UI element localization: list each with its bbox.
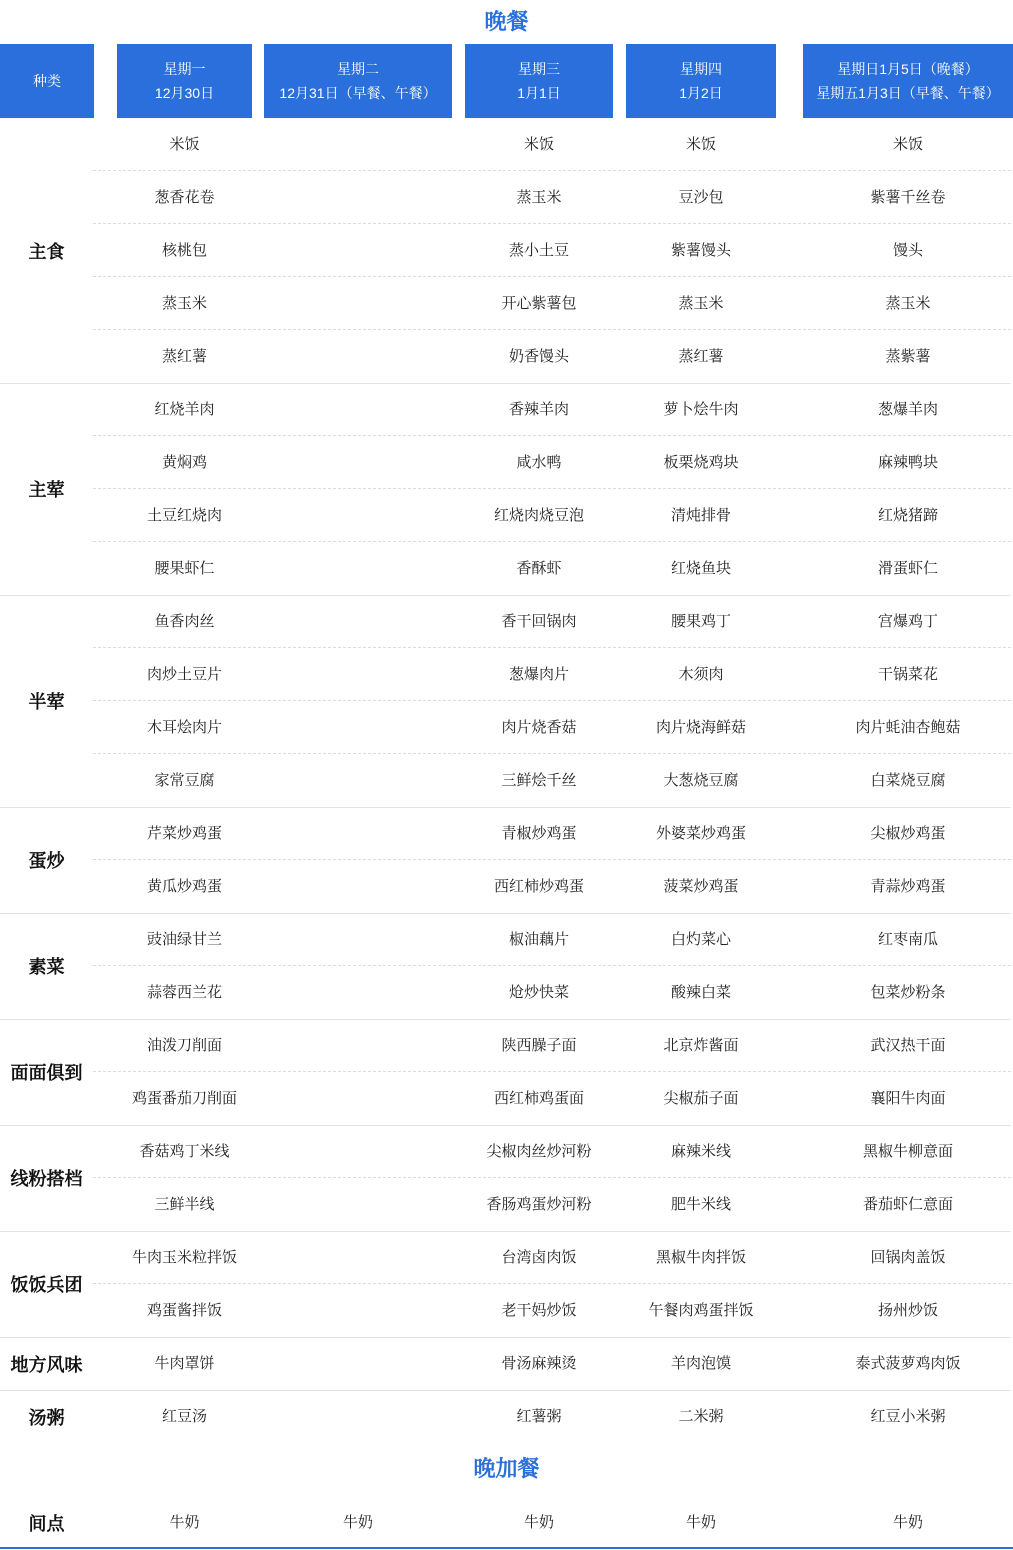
section-title-late-snack: 晚加餐	[473, 1456, 540, 1481]
category-label: 主食	[28, 241, 65, 262]
dish-cell-fri: 武汉热干面	[870, 1037, 946, 1054]
dish-cell-tue	[264, 1337, 452, 1390]
header-day: 星期四	[680, 61, 722, 77]
header-date: 1月2日	[679, 85, 723, 101]
dish-cell-mon: 鱼香肉丝	[154, 613, 215, 630]
dish-cell-mon: 黄瓜炒鸡蛋	[146, 878, 222, 895]
dish-cell-thu: 萝卜烩牛肉	[663, 401, 739, 418]
snack-cell-wed: 牛奶	[523, 1514, 554, 1531]
dish-cell-thu: 北京炸酱面	[663, 1037, 739, 1054]
bottom-divider	[0, 1547, 1013, 1549]
dish-cell-thu: 羊肉泡馍	[670, 1355, 731, 1372]
header-day: 星期二	[337, 61, 379, 77]
snack-cell-tue: 牛奶	[342, 1514, 373, 1531]
dish-cell-wed: 米饭	[523, 136, 554, 153]
table-row	[93, 171, 1011, 224]
dish-cell-mon: 牛肉罩饼	[154, 1355, 215, 1372]
dish-cell-thu: 紫薯馒头	[670, 242, 731, 259]
header-category-label: 种类	[33, 73, 61, 89]
dish-cell-wed: 椒油藕片	[508, 931, 569, 948]
dish-cell-mon: 蒸红薯	[161, 348, 207, 365]
category-label: 半荤	[28, 692, 65, 712]
dish-cell-wed: 西红柿鸡蛋面	[493, 1090, 584, 1107]
section-title-dinner: 晚餐	[484, 9, 529, 34]
dish-cell-tue	[264, 1284, 452, 1337]
dish-cell-tue	[264, 913, 452, 966]
dish-cell-mon: 香菇鸡丁米线	[139, 1143, 230, 1160]
table-row	[93, 701, 1011, 754]
table-row	[93, 489, 1011, 542]
dish-cell-tue	[264, 807, 452, 860]
snack-row	[93, 1496, 1011, 1549]
dish-cell-tue	[264, 754, 452, 807]
dish-cell-tue	[264, 1072, 452, 1125]
dish-cell-fri: 紫薯千丝卷	[870, 189, 946, 206]
dish-cell-wed: 骨汤麻辣烫	[501, 1355, 577, 1372]
dish-cell-thu: 蒸玉米	[678, 295, 724, 312]
dish-cell-tue	[264, 1231, 452, 1284]
dish-cell-wed: 炝炒快菜	[508, 984, 569, 1001]
dish-cell-tue	[264, 1178, 452, 1231]
dish-cell-wed: 红烧肉烧豆泡	[493, 507, 584, 524]
table-row	[93, 118, 1011, 171]
header-tuesday	[264, 44, 452, 118]
dish-cell-mon: 木耳烩肉片	[146, 719, 222, 736]
category-label: 线粉搭档	[10, 1169, 83, 1189]
dish-cell-wed: 红薯粥	[516, 1408, 562, 1425]
dish-cell-thu: 黑椒牛肉拌饭	[655, 1249, 746, 1266]
dish-cell-wed: 香肠鸡蛋炒河粉	[486, 1196, 592, 1213]
dish-cell-fri: 葱爆羊肉	[877, 401, 938, 418]
dish-cell-mon: 三鲜半线	[154, 1196, 215, 1213]
dish-cell-wed: 香酥虾	[516, 560, 562, 577]
dish-cell-fri: 米饭	[892, 136, 923, 153]
header-day: 星期日1月5日（晚餐）	[837, 61, 979, 77]
dish-cell-tue	[264, 118, 452, 171]
dish-cell-wed: 台湾卤肉饭	[501, 1249, 577, 1266]
dish-cell-tue	[264, 542, 452, 595]
dish-cell-tue	[264, 1019, 452, 1072]
category-label: 地方风味	[10, 1354, 83, 1375]
dish-cell-fri: 尖椒炒鸡蛋	[870, 825, 946, 842]
table-row	[93, 595, 1011, 648]
table-row	[93, 436, 1011, 489]
dish-cell-thu: 尖椒茄子面	[663, 1090, 739, 1107]
dish-cell-thu: 肉片烧海鲜菇	[655, 719, 746, 736]
category-label: 饭饭兵团	[10, 1275, 83, 1295]
dish-cell-thu: 豆沙包	[678, 189, 724, 206]
dish-cell-fri: 黑椒牛柳意面	[862, 1143, 953, 1160]
dish-cell-mon: 红烧羊肉	[154, 401, 215, 418]
dish-cell-tue	[264, 1390, 452, 1443]
category-label: 蛋炒	[28, 851, 65, 871]
table-row	[93, 860, 1011, 913]
dish-cell-wed: 陕西臊子面	[501, 1037, 577, 1054]
header-date: 12月30日	[154, 85, 215, 101]
dish-cell-thu: 二米粥	[678, 1408, 724, 1425]
dish-cell-wed: 奶香馒头	[508, 348, 569, 365]
table-row	[93, 1178, 1011, 1231]
dish-cell-fri: 麻辣鸭块	[877, 454, 938, 471]
dish-cell-tue	[264, 436, 452, 489]
table-row	[93, 224, 1011, 277]
dish-cell-fri: 红豆小米粥	[870, 1408, 946, 1425]
dish-cell-mon: 鸡蛋酱拌饭	[146, 1302, 222, 1319]
dish-cell-fri: 宫爆鸡丁	[877, 613, 938, 630]
dish-cell-wed: 西红柿炒鸡蛋	[493, 878, 584, 895]
header-wednesday	[465, 44, 613, 118]
dish-cell-thu: 外婆菜炒鸡蛋	[655, 825, 746, 842]
dish-cell-wed: 青椒炒鸡蛋	[501, 825, 577, 842]
header-date: 12月31日（早餐、午餐）	[279, 85, 437, 101]
category-label: 素菜	[28, 957, 65, 977]
category-label: 主荤	[28, 480, 65, 500]
dish-cell-mon: 牛肉玉米粒拌饭	[131, 1249, 237, 1266]
dish-cell-mon: 蒸玉米	[161, 295, 207, 312]
dish-cell-wed: 开心紫薯包	[501, 295, 577, 312]
dish-cell-mon: 豉油绿甘兰	[146, 931, 222, 948]
dish-cell-fri: 襄阳牛肉面	[870, 1090, 946, 1107]
dish-cell-fri: 蒸玉米	[885, 295, 931, 312]
table-row	[93, 754, 1011, 807]
dish-cell-wed: 香辣羊肉	[508, 401, 569, 418]
dish-cell-thu: 白灼菜心	[670, 931, 731, 948]
dish-cell-wed: 葱爆肉片	[508, 666, 569, 683]
header-thursday	[626, 44, 776, 118]
dish-cell-fri: 红枣南瓜	[877, 931, 938, 948]
dish-cell-thu: 肥牛米线	[670, 1196, 731, 1213]
dish-cell-fri: 滑蛋虾仁	[877, 560, 938, 577]
dish-cell-fri: 泰式菠萝鸡肉饭	[855, 1355, 961, 1372]
dish-cell-thu: 酸辣白菜	[670, 984, 731, 1001]
dish-cell-wed: 咸水鸭	[516, 454, 562, 471]
dish-cell-fri: 扬州炒饭	[877, 1302, 938, 1319]
dish-cell-mon: 核桃包	[161, 242, 207, 259]
dish-cell-fri: 肉片蚝油杏鲍菇	[855, 719, 961, 736]
dish-cell-mon: 葱香花卷	[154, 189, 215, 206]
dish-cell-mon: 土豆红烧肉	[146, 507, 222, 524]
dish-cell-fri: 干锅菜花	[877, 666, 938, 683]
dish-cell-wed: 老干妈炒饭	[501, 1302, 577, 1319]
table-row	[93, 1390, 1011, 1443]
dish-cell-mon: 黄焖鸡	[161, 454, 207, 471]
dish-cell-thu: 麻辣米线	[670, 1143, 731, 1160]
dish-cell-mon: 鸡蛋番茄刀削面	[131, 1090, 237, 1107]
dish-cell-mon: 肉炒土豆片	[146, 666, 222, 683]
table-row	[93, 807, 1011, 860]
dish-cell-wed: 蒸玉米	[516, 189, 562, 206]
header-day: 星期一	[163, 61, 206, 77]
table-row	[93, 913, 1011, 966]
table-row	[93, 383, 1011, 436]
table-row	[93, 277, 1011, 330]
dish-cell-tue	[264, 224, 452, 277]
table-row	[93, 1125, 1011, 1178]
table-row	[93, 1284, 1011, 1337]
dish-cell-thu: 米饭	[685, 136, 716, 153]
table-row	[93, 1231, 1011, 1284]
table-row	[93, 1337, 1011, 1390]
table-row	[93, 542, 1011, 595]
dish-cell-fri: 蒸紫薯	[885, 348, 931, 365]
table-row	[93, 648, 1011, 701]
category-label: 面面俱到	[10, 1063, 83, 1083]
dish-cell-tue	[264, 489, 452, 542]
dish-cell-fri: 红烧猪蹄	[877, 507, 938, 524]
dish-cell-wed: 尖椒肉丝炒河粉	[486, 1143, 592, 1160]
dish-cell-tue	[264, 383, 452, 436]
dish-cell-fri: 包菜炒粉条	[870, 984, 946, 1001]
dish-cell-tue	[264, 1125, 452, 1178]
dish-cell-thu: 大葱烧豆腐	[663, 772, 739, 789]
table-row	[93, 966, 1011, 1019]
dish-cell-tue	[264, 171, 452, 224]
dish-cell-wed: 三鲜烩千丝	[501, 772, 577, 789]
dish-cell-tue	[264, 966, 452, 1019]
dish-cell-thu: 清炖排骨	[670, 507, 731, 524]
dish-cell-wed: 肉片烧香菇	[501, 719, 577, 736]
dish-cell-mon: 蒜蓉西兰花	[146, 984, 222, 1001]
dish-cell-fri: 番茄虾仁意面	[862, 1196, 953, 1213]
dish-cell-tue	[264, 701, 452, 754]
dish-cell-thu: 午餐肉鸡蛋拌饭	[648, 1302, 754, 1319]
dish-cell-thu: 板栗烧鸡块	[663, 454, 739, 471]
dish-cell-mon: 芹菜炒鸡蛋	[146, 825, 222, 842]
header-day: 星期三	[518, 61, 560, 77]
dish-cell-tue	[264, 595, 452, 648]
dish-cell-thu: 腰果鸡丁	[670, 613, 731, 630]
snack-cell-fri: 牛奶	[892, 1514, 923, 1531]
table-row	[93, 1019, 1011, 1072]
dish-cell-tue	[264, 648, 452, 701]
category-label-snack: 间点	[28, 1513, 65, 1534]
dish-cell-mon: 油泼刀削面	[146, 1037, 222, 1054]
table-row	[93, 330, 1011, 383]
dish-cell-mon: 红豆汤	[161, 1408, 207, 1425]
dish-cell-fri: 回锅肉盖饭	[870, 1249, 946, 1266]
header-date: 星期五1月3日（早餐、午餐）	[816, 85, 1000, 101]
dish-cell-tue	[264, 277, 452, 330]
dish-cell-tue	[264, 330, 452, 383]
dish-cell-wed: 香干回锅肉	[501, 613, 577, 630]
header-friday-sunday	[803, 44, 1013, 118]
dish-cell-thu: 木须肉	[678, 666, 724, 683]
snack-cell-thu: 牛奶	[685, 1514, 716, 1531]
dish-cell-fri: 青蒜炒鸡蛋	[870, 878, 946, 895]
dish-cell-tue	[264, 860, 452, 913]
snack-cell-mon: 牛奶	[169, 1514, 200, 1531]
dish-cell-thu: 蒸红薯	[678, 348, 724, 365]
header-category	[0, 44, 94, 118]
header-monday	[117, 44, 252, 118]
dish-cell-wed: 蒸小土豆	[508, 242, 569, 259]
dish-cell-mon: 腰果虾仁	[154, 560, 215, 577]
dish-cell-mon: 家常豆腐	[154, 772, 215, 789]
dish-cell-thu: 红烧鱼块	[670, 560, 731, 577]
dish-cell-mon: 米饭	[169, 136, 200, 153]
table-row	[93, 1072, 1011, 1125]
header-date: 1月1日	[517, 85, 561, 101]
dish-cell-fri: 白菜烧豆腐	[870, 772, 946, 789]
dish-cell-thu: 菠菜炒鸡蛋	[663, 878, 739, 895]
category-label: 汤粥	[28, 1407, 65, 1428]
dish-cell-fri: 馒头	[892, 242, 923, 259]
